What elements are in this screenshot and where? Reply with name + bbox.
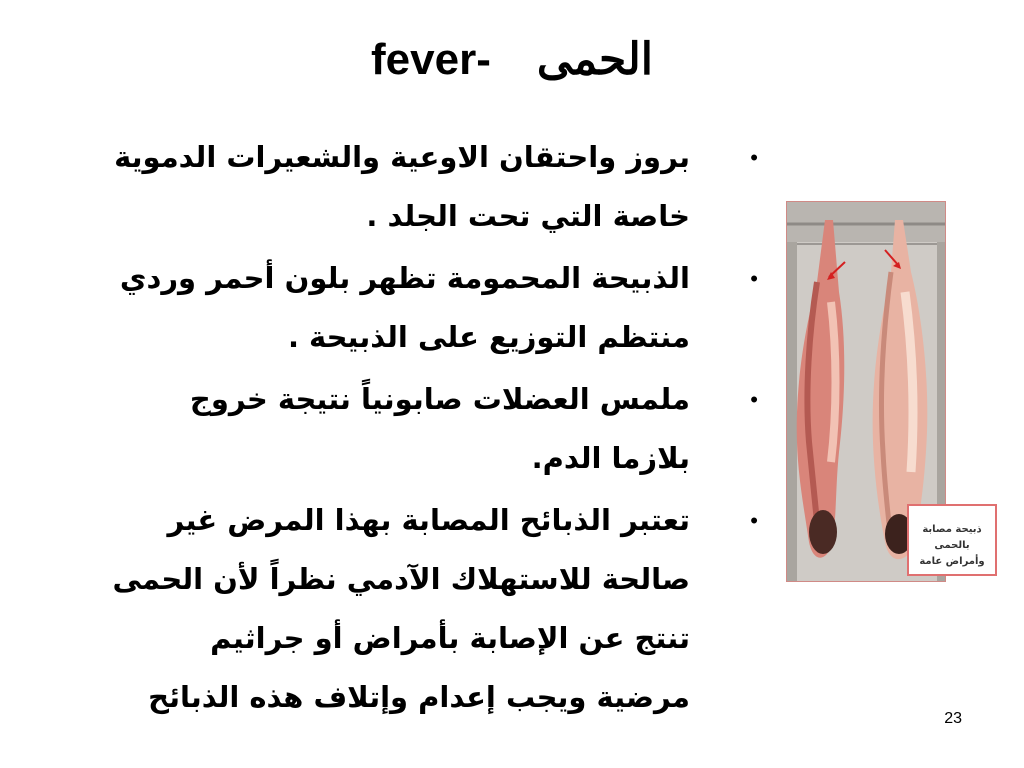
bullet-item <box>60 249 770 367</box>
bullet-dot: • <box>750 387 758 412</box>
bullet-text-line: تعتبر الذبائح المصابة بهذا المرض غير <box>167 503 690 537</box>
page-number: 23 <box>944 710 962 727</box>
caption-line: ذبيحة مصابة بالحمى <box>922 524 982 551</box>
bullet-text-line: الذبيحة المحمومة تظهر بلون أحمر وردي <box>119 261 690 295</box>
bullet-text-line: منتظم التوزيع على الذبيحة . <box>287 320 690 354</box>
bullet-item <box>60 370 770 488</box>
bullet-text-line: تنتج عن الإصابة بأمراض أو جراثيم <box>210 621 690 655</box>
title-english: fever- <box>371 35 491 84</box>
bullet-text-line: بلازما الدم. <box>531 441 690 475</box>
bullet-dot: • <box>750 266 758 291</box>
slide-title <box>0 30 1024 90</box>
bullet-item <box>60 128 770 246</box>
caption-line: وأمراض عامة <box>919 556 985 567</box>
bullet-text-line: بروز واحتقان الاوعية والشعيرات الدموية <box>114 140 690 174</box>
bullet-list <box>60 128 770 730</box>
bullet-dot: • <box>750 508 758 533</box>
title-arabic: الحمى <box>536 35 653 84</box>
bullet-text-line: ملمس العضلات صابونياً نتيجة خروج <box>189 382 690 416</box>
bullet-text-line: مرضية ويجب إعدام وإتلاف هذه الذبائح <box>148 680 690 714</box>
bullet-text-line: خاصة التي تحت الجلد . <box>366 199 690 233</box>
image-caption <box>907 504 997 576</box>
bullet-item <box>60 491 770 727</box>
bullet-dot: • <box>750 145 758 170</box>
bullet-text-line: صالحة للاستهلاك الآدمي نظراً لأن الحمى <box>112 562 690 596</box>
